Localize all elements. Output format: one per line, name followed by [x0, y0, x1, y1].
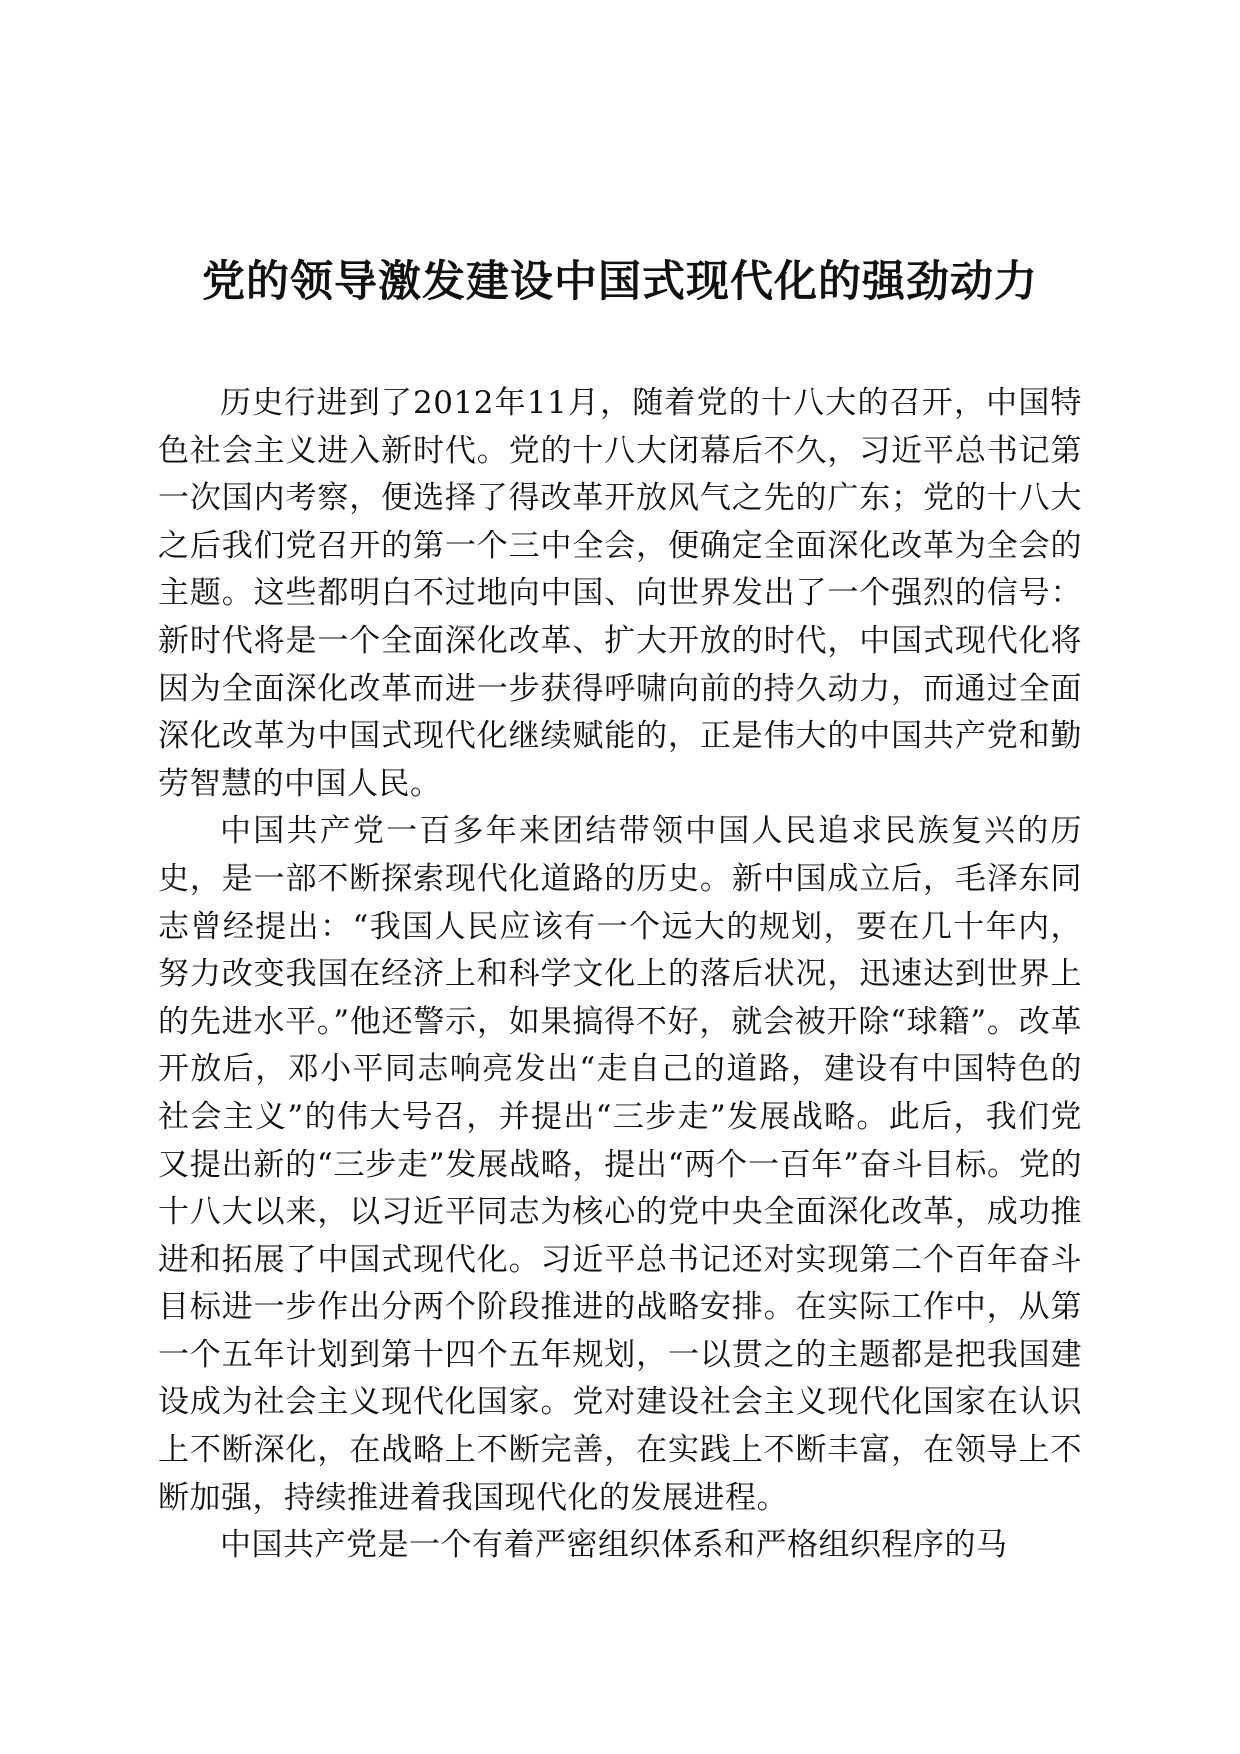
- paragraph-1: 历史行进到了2012年11月，随着党的十八大的召开，中国特色社会主义进入新时代。党的十八大闭幕后不久，习近平总书记第一次国内考察，便选择了得改革开放风气之先的广东；党的十八大之后我们党召开的第一个三中全会，便确定全面深化改革为全会的主题。这些都明白不过地向中国、向世界发出了一个强烈的信号：新时代将是一个全面深化改革、扩大开放的时代，中国式现代化将因为全面深化改革而进一步获得呼啸向前的持久动力，而通过全面深化改革为中国式现代化继续赋能的，正是伟大的中国共产党和勤劳智慧的中国人民。: [158, 385, 1082, 802]
- paragraph-2: 中国共产党一百多年来团结带领中国人民追求民族复兴的历史，是一部不断探索现代化道路的历史。新中国成立后，毛泽东同志曾经提出：“我国人民应该有一个远大的规划，要在几十年内，努力改变我国在经济上和科学文化上的落后状况，迅速达到世界上的先进水平。”他还警示，如果搞得不好，就会被开除“球籍”。改革开放后，邓小平同志响亮发出“走自己的道路，建设有中国特色的社会主义”的伟大号召，并提出“三步走”发展战略。此后，我们党又提出新的“三步走”发展战略，提出“两个一百年”奋斗目标。党的十八大以来，以习近平同志为核心的党中央全面深化改革，成功推进和拓展了中国式现代化。习近平总书记还对实现第二个百年奋斗目标进一步作出分两个阶段推进的战略安排。在实际工作中，从第一个五年计划到第十四个五年规划，一以贯之的主题都是把我国建设成为社会主义现代化国家。党对建设社会主义现代化国家在认识上不断深化，在战略上不断完善，在实践上不断丰富，在领导上不断加强，持续推进着我国现代化的发展进程。: [158, 813, 1082, 1516]
- document-body: [158, 380, 1082, 1570]
- document-title: 党的领导激发建设中国式现代化的强劲动力: [202, 257, 1038, 307]
- paragraph-3: 中国共产党是一个有着严密组织体系和严格组织程序的马: [220, 1527, 1008, 1564]
